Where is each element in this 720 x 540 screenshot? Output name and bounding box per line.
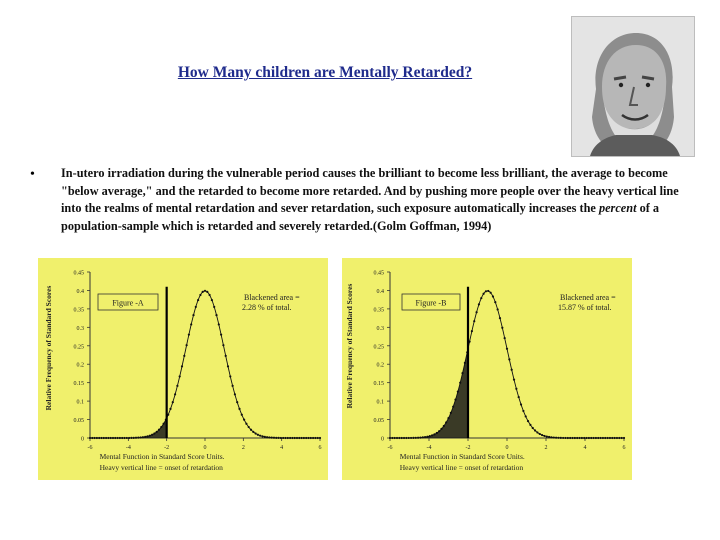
bullet-text-emphasis: percent: [598, 201, 637, 216]
annotation-line-2: 2.28 % of total.: [242, 303, 292, 312]
y-axis-label: Relative Frequency of Standard Scores: [345, 283, 354, 409]
portrait-photo: [571, 16, 695, 157]
figure-label: Figure -A: [112, 298, 144, 308]
portrait-drawing: [572, 17, 694, 156]
y-tick-label: 0.4: [376, 288, 384, 295]
y-tick-label: 0.35: [373, 307, 384, 314]
y-tick-label: 0.15: [73, 381, 84, 388]
y-tick-label: 0.3: [376, 325, 384, 332]
annotation-line-2: 15.87 % of total.: [558, 303, 612, 312]
y-tick-label: 0: [381, 436, 384, 443]
y-tick-label: 0.1: [376, 399, 384, 406]
x-axis-label-line-2: Heavy vertical line = onset of retardation: [99, 463, 223, 472]
annotation-line-1: Blackened area =: [560, 293, 616, 302]
y-tick-label: 0.25: [73, 344, 84, 351]
x-tick-label: -2: [164, 445, 170, 451]
x-tick-label: 6: [318, 445, 322, 451]
y-tick-label: 0.05: [373, 418, 384, 425]
figure-label: Figure -B: [415, 298, 447, 308]
y-tick-label: 0.25: [373, 344, 384, 351]
chart-panel-figure-a: [38, 258, 328, 480]
x-tick-label: 4: [583, 445, 587, 451]
y-axis-label: Relative Frequency of Standard Scores: [44, 285, 53, 411]
y-tick-label: 0.15: [373, 381, 384, 388]
x-tick-label: -4: [426, 445, 432, 451]
x-tick-label: -2: [465, 445, 471, 451]
y-tick-label: 0.35: [73, 307, 84, 314]
x-tick-label: -4: [125, 445, 131, 451]
y-tick-label: 0.05: [73, 418, 84, 425]
y-tick-label: 0.1: [76, 399, 84, 406]
y-tick-label: 0: [81, 436, 84, 443]
chart-figure-b: [342, 258, 632, 480]
bullet-text: [61, 165, 683, 235]
chart-figure-a: [38, 258, 328, 480]
x-tick-label: 6: [622, 445, 626, 451]
x-tick-label: -6: [87, 445, 93, 451]
annotation-line-1: Blackened area =: [244, 293, 300, 302]
y-tick-label: 0.4: [76, 288, 84, 295]
y-tick-label: 0.45: [373, 270, 384, 277]
x-tick-label: 4: [280, 445, 284, 451]
y-tick-label: 0.45: [73, 270, 84, 277]
x-axis-label-line-2: Heavy vertical line = onset of retardation: [399, 463, 524, 472]
x-axis-label-line-1: Mental Function in Standard Score Units.: [99, 452, 225, 461]
bullet-text-start: In-utero irradiation during the vulnerable period causes the brilliant to become less brilliant, the average to become "below average," and the retarded to become more retarded. And by pushing more people over the heavy vertical line into the realms of mental retardation and sever retardation, such exposure automatically increases the: [61, 166, 679, 216]
x-tick-label: -6: [387, 445, 393, 451]
x-tick-label: 2: [241, 445, 245, 451]
chart-panel-figure-b: [342, 258, 632, 480]
bullet-text-end: of a population-sample which is retarded and severely retarded.(Golm Goffman, 1994): [61, 201, 660, 233]
x-axis-label-line-1: Mental Function in Standard Score Units.: [399, 452, 525, 461]
slide-title: How Many children are Mentally Retarded?: [177, 64, 473, 81]
y-tick-label: 0.2: [376, 362, 384, 369]
x-tick-label: 0: [505, 445, 509, 451]
y-tick-label: 0.2: [76, 362, 84, 369]
x-tick-label: 0: [203, 445, 207, 451]
bullet-marker: •: [30, 167, 35, 182]
y-tick-label: 0.3: [76, 325, 84, 332]
x-tick-label: 2: [544, 445, 548, 451]
